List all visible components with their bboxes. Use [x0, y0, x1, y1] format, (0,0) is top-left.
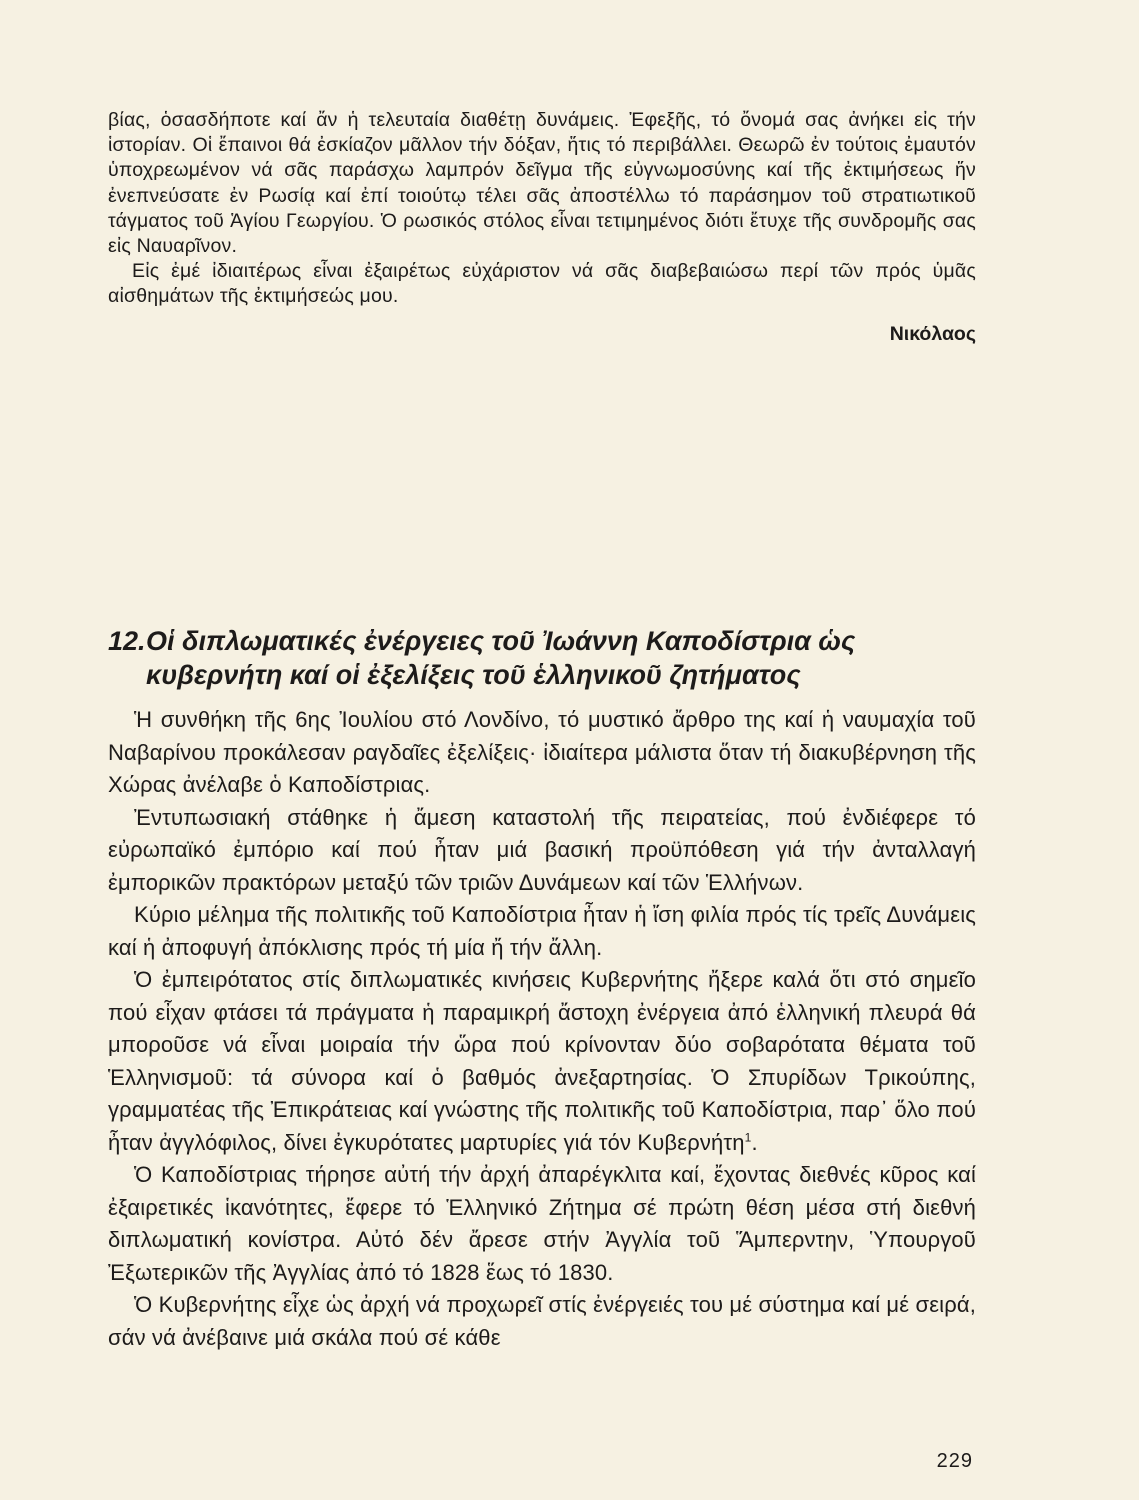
section-number: 12.: [108, 626, 146, 656]
section-title-line-1: Οἱ διπλωματικές ἐνέργειες τοῦ Ἰωάννη Καποδίστρια ὡς: [146, 626, 856, 656]
letter-paragraph: Εἰς ἐμέ ἰδιαιτέρως εἶναι ἐξαιρέτως εὐχάριστον νά σᾶς διαβεβαιώσω περί τῶν πρός ὑμᾶς αἰσθημάτων τῆς ἐκτιμήσεώς μου.: [108, 260, 976, 308]
letter-signature: Νικόλαος: [889, 322, 976, 345]
body-paragraph: Κύριο μέλημα τῆς πολιτικῆς τοῦ Καποδίστρια ἦταν ἡ ἴση φιλία πρός τίς τρεῖς Δυνάμεις καί ἡ ἀποφυγή ἀπόκλισης πρός τή μία ἤ τήν ἄλλη.: [108, 902, 976, 960]
body-paragraph: Ὁ Κυβερνήτης εἶχε ὡς ἀρχή νά προχωρεῖ στίς ἐνέργειές του μέ σύστημα καί μέ σειρά, σάν νά ἀνέβαινε μιά σκάλα πού σέ κάθε: [108, 1292, 976, 1350]
body-paragraph: [108, 964, 976, 1159]
section-body: [108, 704, 976, 1354]
letter-paragraph: βίας, ὁσασδήποτε καί ἄν ἡ τελευταία διαθέτῃ δυνάμεις. Ἐφεξῆς, τό ὄνομά σας ἀνήκει εἰς τήν ἱστορίαν. Οἱ ἔπαινοι θά ἐσκίαζον μᾶλλον τήν δόξαν, ἥτις τό περιβάλλει. Θεωρῶ ἐν τούτοις ἐμαυτόν ὑποχρεωμένον νά σᾶς παράσχω λαμπρόν δεῖγμα τῆς εὐγνωμοσύνης καί τῆς ἐκτιμήσεως ἥν ἐνεπνεύσατε ἐν Ρωσίᾳ καί ἐπί τοιούτῳ τέλει σᾶς ἀποστέλλω τό παράσημον τοῦ στρατιωτικοῦ τάγματος τοῦ Ἁγίου Γεωργίου. Ὁ ρωσικός στόλος εἶναι τετιμημένος διότι ἔτυχε τῆς συνδρομῆς σας εἰς Ναυαρῖνον.: [108, 109, 976, 258]
sentence-end: .: [751, 1129, 758, 1155]
section-title-line-2: κυβερνήτη καί οἱ ἐξελίξεις τοῦ ἑλληνικοῦ ζητήματος: [146, 660, 801, 690]
body-paragraph: Ἐντυπωσιακή στάθηκε ἡ ἄμεση καταστολή τῆς πειρατείας, πού ἐνδιέφερε τό εὐρωπαϊκό ἐμπόριο καί πού ἦταν μιά βασική προϋπόθεση γιά τήν ἀνταλλαγή ἐμπορικῶν πρακτόρων μεταξύ τῶν τριῶν Δυνάμεων καί τῶν Ἑλλήνων.: [108, 804, 976, 895]
letter-excerpt: [108, 108, 976, 346]
body-paragraph-text: Ὁ ἐμπειρότατος στίς διπλωματικές κινήσεις Κυβερνήτης ἤξερε καλά ὅτι στό σημεῖο πού εἶχαν φτάσει τά πράγματα ἡ παραμικρή ἄστοχη ἐνέργεια ἀπό ἑλληνική πλευρά θά μποροῦσε νά εἶναι μοιραία τήν ὥρα πού κρίνονταν δύο σοβαρότατα θέματα τοῦ Ἑλληνισμοῦ: τά σύνορα καί ὁ βαθμός ἀνεξαρτησίας. Ὁ Σπυρίδων Τρικούπης, γραμματέας τῆς Ἐπικράτειας καί γνώστης τῆς πολιτικῆς τοῦ Καποδίστρια, παρ᾽ ὅλο πού ἦταν ἀγγλόφιλος, δίνει ἐγκυρότατες μαρτυρίες γιά τόν Κυβερνήτη: [108, 967, 976, 1155]
footnote-marker[interactable]: 1: [744, 1130, 752, 1145]
body-paragraph: Ἡ συνθήκη τῆς 6ης Ἰουλίου στό Λονδίνο, τό μυστικό ἄρθρο της καί ἡ ναυμαχία τοῦ Ναβαρίνου προκάλεσαν ραγδαῖες ἐξελίξεις· ἰδιαίτερα μάλιστα ὅταν τή διακυβέρνηση τῆς Χώρας ἀνέλαβε ὁ Καποδίστριας.: [108, 707, 976, 797]
body-paragraph: Ὁ Καποδίστριας τήρησε αὐτή τήν ἀρχή ἀπαρέγκλιτα καί, ἔχοντας διεθνές κῦρος καί ἐξαιρετικές ἱκανότητες, ἔφερε τό Ἑλληνικό Ζήτημα σέ πρώτη θέση μέσα στή διεθνή διπλωματική κονίστρα. Αὐτό δέν ἄρεσε στήν Ἀγγλία τοῦ Ἅμπερντην, Ὑπουργοῦ Ἐξωτερικῶν τῆς Ἀγγλίας ἀπό τό 1828 ἕως τό 1830.: [108, 1162, 976, 1285]
section-heading: [108, 624, 976, 692]
letter-text: [108, 108, 976, 310]
page-number: 229: [936, 1450, 973, 1472]
